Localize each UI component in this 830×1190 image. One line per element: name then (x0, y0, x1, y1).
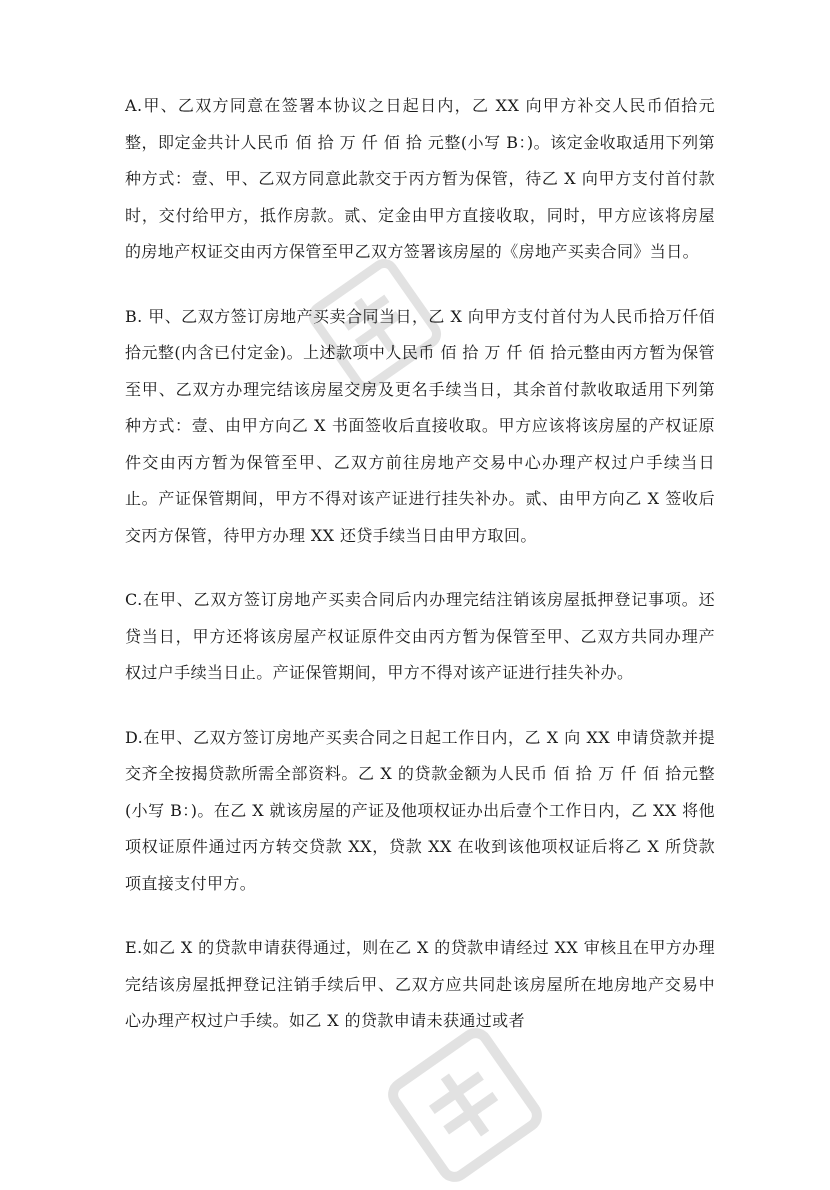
clause-e-paragraph: E.如乙 X 的贷款申请获得通过，则在乙 X 的贷款申请经过 XX 审核且在甲方办理完结该房屋抵押登记注销手续后甲、乙双方应共同赴该房屋所在地房地产交易中心办理产权过户手续。如乙 X 的贷款申请未获通过或者 (125, 938, 715, 1030)
document-body (125, 88, 715, 1068)
clause-d-paragraph: D.在甲、乙双方签订房地产买卖合同之日起工作日内，乙 X 向 XX 申请贷款并提交齐全按揭贷款所需全部资料。乙 X 的贷款金额为人民币 佰 拾 万 仟 佰 拾元整(小写 B：)。在乙 X 就该房屋的产证及他项权证办出后壹个工作日内，乙 XX 将他项权证原件通过丙方转交贷款 XX，贷款 XX 在收到该他项权证后将乙 X 所贷款项直接支付甲方。 (125, 727, 715, 893)
clause-b-paragraph: B. 甲、乙双方签订房地产买卖合同当日，乙 X 向甲方支付首付为人民币拾万仟佰拾元整(内含已付定金)。上述款项中人民币 佰 拾 万 仟 佰 拾元整由丙方暂为保管至甲、乙双方办理完结该房屋交房及更名手续当日，其余首付款收取适用下列第种方式：壹、由甲方向乙 X 书面签收后直接收取。甲方应该将该房屋的产权证原件交由丙方暂为保管至甲、乙双方前往房地产交易中心办理产权过户手续当日止。产证保管期间，甲方不得对该产证进行挂失补办。贰、由甲方向乙 X 签收后交丙方保管，待甲方办理 XX 还贷手续当日由甲方取回。 (125, 306, 715, 545)
clause-a-paragraph: A.甲、乙双方同意在签署本协议之日起日内，乙 XX 向甲方补交人民币佰拾元整，即定金共计人民币 佰 拾 万 仟 佰 拾 元整(小写 B：)。该定金收取适用下列第种方式：壹、甲、乙双方同意此款交于丙方暂为保管，待乙 X 向甲方支付首付款时，交付给甲方，抵作房款。贰、定金由甲方直接收取，同时，甲方应该将房屋的房地产权证交由丙方保管至甲乙双方签署该房屋的《房地产买卖合同》当日。 (125, 96, 715, 261)
clause-c-paragraph: C.在甲、乙双方签订房地产买卖合同后内办理完结注销该房屋抵押登记事项。还贷当日，甲方还将该房屋产权证原件交由丙方暂为保管至甲、乙双方共同办理产权过户手续当日止。产证保管期间，甲方不得对该产证进行挂失补办。 (125, 590, 715, 682)
